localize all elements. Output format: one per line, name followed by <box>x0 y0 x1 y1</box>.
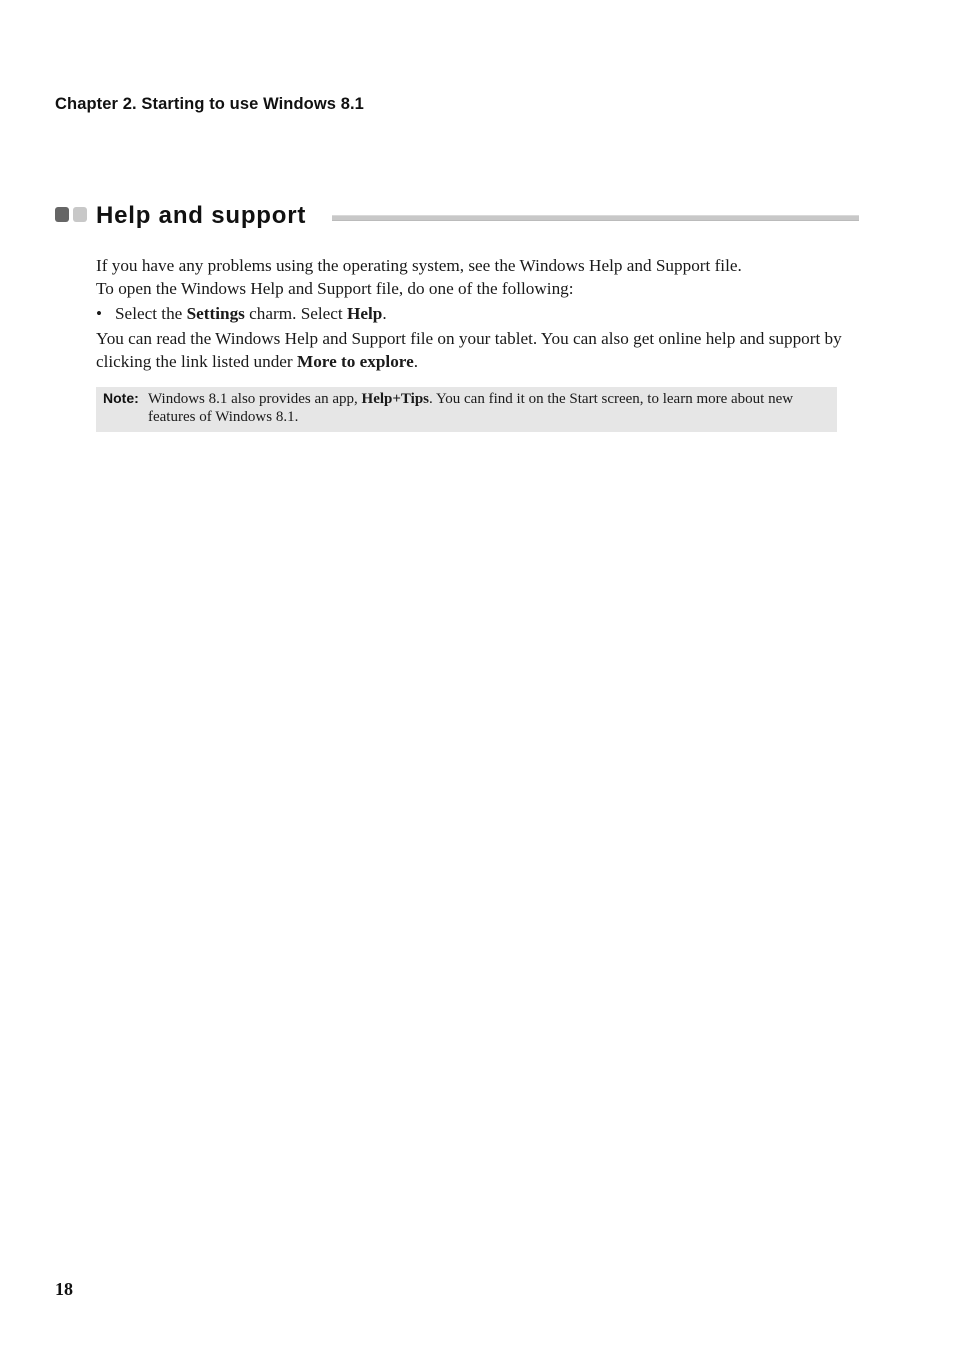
help-paragraph-end: . <box>413 352 419 371</box>
section-title: Help and support <box>96 202 307 229</box>
heading-rule <box>332 215 859 221</box>
page-number: 18 <box>55 1279 73 1299</box>
intro-paragraph <box>96 254 866 300</box>
help-term: Help <box>347 304 383 323</box>
note-text-before: Windows 8.1 also provides an app, <box>148 391 362 407</box>
chapter-header: Chapter 2. Starting to use Windows 8.1 <box>55 95 364 113</box>
note-label: Note: <box>103 390 139 406</box>
bullet-item <box>96 302 866 325</box>
section-heading <box>55 200 859 234</box>
help-paragraph-text: You can read the Windows Help and Support file on your tablet. You can also get online help and support by clicking the link listed under <box>96 329 842 371</box>
bullet-text-middle: charm. Select <box>244 304 347 323</box>
help-paragraph <box>96 327 866 373</box>
dark-square-icon <box>55 207 69 222</box>
intro-line-1: If you have any problems using the operating system, see the Windows Help and Support file. <box>96 256 742 275</box>
heading-squares-icon <box>55 207 91 223</box>
bullet-text-before: Select the <box>115 304 187 323</box>
more-to-explore-term: More to explore <box>296 352 414 371</box>
intro-line-2: To open the Windows Help and Support file, do one of the following: <box>96 279 574 298</box>
bullet-mark: • <box>96 304 103 323</box>
note-box <box>96 387 837 432</box>
bullet-text-after: . <box>382 304 387 323</box>
note-text-after: . You can find it on the Start screen, to learn more about new features of Windows 8.1. <box>148 391 794 425</box>
note-text <box>148 390 828 426</box>
help-tips-term: Help+Tips <box>361 391 429 407</box>
settings-term: Settings <box>186 304 245 323</box>
light-square-icon <box>73 207 87 222</box>
